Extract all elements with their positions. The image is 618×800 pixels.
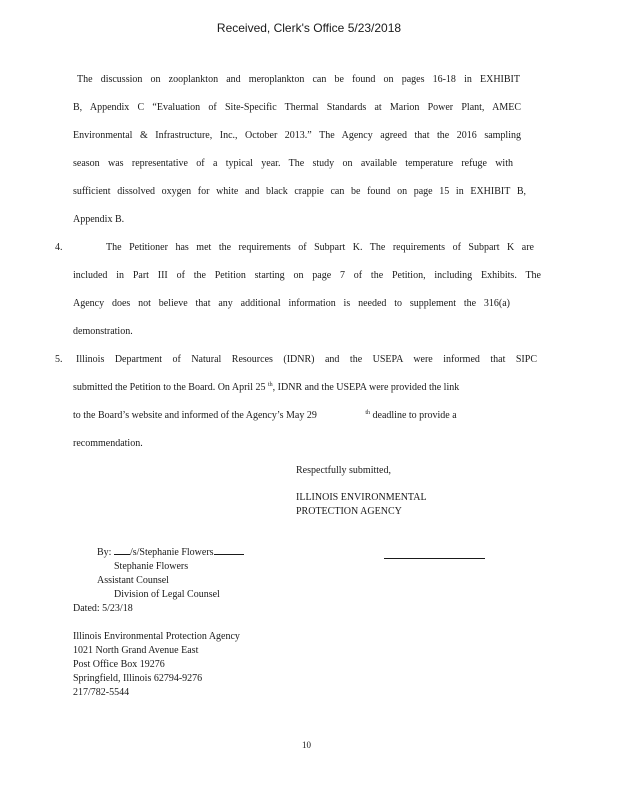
- text-segment: submitted the Petition to the Board. On April 25: [73, 382, 266, 393]
- agency-name-line: PROTECTION AGENCY: [296, 506, 402, 517]
- respectfully-submitted: Respectfully submitted,: [296, 465, 391, 476]
- paragraph-line: demonstration.: [73, 326, 133, 337]
- paragraph-line: B, Appendix C “Evaluation of Site-Specific Thermal Standards at Marion Power Plant, AMEC: [73, 102, 521, 113]
- signature-underline: [214, 553, 244, 555]
- paragraph-line: recommendation.: [73, 438, 143, 449]
- signed-name: /s/Stephanie Flowers: [129, 547, 214, 558]
- paragraph-line: The discussion on zooplankton and meroplankton can be found on pages 16-18 in EXHIBIT: [77, 74, 520, 85]
- signer-name: Stephanie Flowers: [114, 561, 189, 572]
- page-number: 10: [302, 740, 311, 750]
- by-label: By:: [97, 547, 112, 558]
- address-line: 1021 North Grand Avenue East: [73, 645, 199, 656]
- signer-title: Assistant Counsel: [97, 575, 169, 586]
- paragraph-line: The Petitioner has met the requirements of Subpart K. The requirements of Subpart K are: [106, 242, 534, 253]
- item-number: 4.: [55, 242, 63, 253]
- paragraph-line: [73, 382, 459, 393]
- paragraph-line: Illinois Department of Natural Resources (IDNR) and the USEPA were informed that SIPC: [76, 354, 537, 365]
- signature-by-line: [97, 547, 244, 558]
- paragraph-line: sufficient dissolved oxygen for white and black crappie can be found on page 15 in EXHIBIT B,: [73, 186, 526, 197]
- superscript: th: [268, 382, 273, 388]
- text-segment: , IDNR and the USEPA were provided the link: [272, 382, 460, 393]
- received-stamp-header: Received, Clerk's Office 5/23/2018: [216, 21, 402, 35]
- signer-division: Division of Legal Counsel: [114, 589, 220, 600]
- paragraph-line: [73, 410, 457, 421]
- signature-underline: [114, 553, 130, 555]
- paragraph-line: Appendix B.: [73, 214, 125, 225]
- address-line: Post Office Box 19276: [73, 659, 165, 670]
- address-line: Springfield, Illinois 62794-9276: [73, 673, 203, 684]
- signature-line-right: [384, 558, 485, 559]
- address-line: 217/782-5544: [73, 687, 130, 698]
- item-number: 5.: [55, 354, 63, 365]
- paragraph-line: season was representative of a typical year. The study on available temperature refuge with: [73, 158, 513, 169]
- agency-name-line: ILLINOIS ENVIRONMENTAL: [296, 492, 427, 503]
- text-segment: deadline to provide a: [372, 410, 457, 421]
- superscript: th: [365, 410, 371, 416]
- address-line: Illinois Environmental Protection Agency: [73, 631, 240, 642]
- paragraph-line: included in Part III of the Petition starting on page 7 of the Petition, including Exhibits. The: [73, 270, 541, 281]
- text-segment: to the Board’s website and informed of the Agency’s May 29: [73, 410, 317, 421]
- paragraph-line: Environmental & Infrastructure, Inc., October 2013.” The Agency agreed that the 2016 sampling: [73, 130, 521, 141]
- dated-line: Dated: 5/23/18: [73, 603, 133, 614]
- paragraph-line: Agency does not believe that any additional information is needed to supplement the 316(a): [73, 298, 510, 309]
